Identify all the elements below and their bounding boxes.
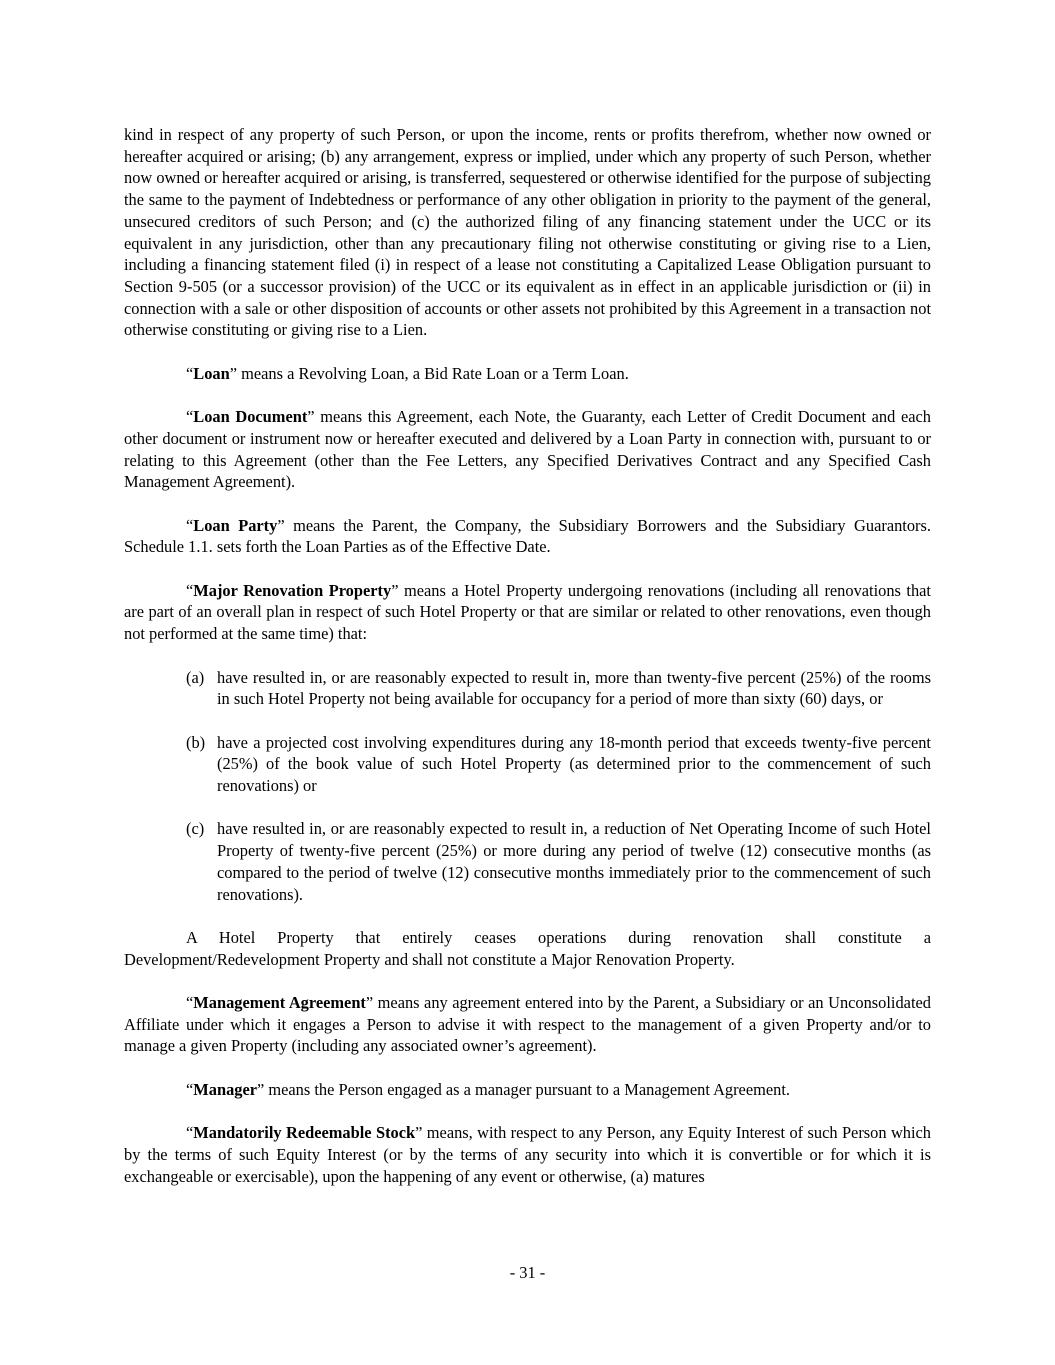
list-item-c xyxy=(186,818,931,905)
definition-major-renovation-property xyxy=(124,580,931,645)
open-quote: “ xyxy=(186,1123,194,1143)
open-quote: “ xyxy=(186,992,194,1012)
open-quote: “ xyxy=(186,580,194,600)
list-marker: (a) xyxy=(186,667,205,687)
list-marker: (c) xyxy=(186,819,205,839)
defined-term-loan: Loan xyxy=(193,363,230,383)
definition-text: ” means the Parent, the Company, the Subsidiary Borrowers and the Subsidiary Guarantors. Schedule 1.1. sets forth the Loan Parties as of the Effective Date. xyxy=(124,515,931,557)
definition-management-agreement xyxy=(124,992,931,1057)
definition-loan xyxy=(124,363,931,385)
hotel-ceases-operations-paragraph: A Hotel Property that entirely ceases operations during renovation shall constitute a Development/Redevelopment Property and shall not constitute a Major Renovation Property. xyxy=(124,927,931,969)
defined-term-loan-document: Loan Document xyxy=(193,407,308,427)
definition-text: ” means this Agreement, each Note, the Guaranty, each Letter of Credit Document and each other document or instrument now or hereafter executed and delivered by a Loan Party in connection with, pursuant to or relating to this Agreement (other than the Fee Letters, any Specified Derivatives Contract and any Specified Cash Management Agreement). xyxy=(124,407,931,492)
list-item-b xyxy=(186,732,931,797)
document-body xyxy=(124,124,931,1209)
definition-text: ” means any agreement entered into by the Parent, a Subsidiary or an Unconsolidated Affiliate under which it engages a Person to advise it with respect to the management of a given Property and/or to manage a given Property (including any associated owner’s agreement). xyxy=(124,992,931,1056)
open-quote: “ xyxy=(186,1079,194,1099)
list-marker: (b) xyxy=(186,732,206,752)
defined-term-management-agreement: Management Agreement xyxy=(193,992,366,1012)
defined-term-loan-party: Loan Party xyxy=(193,515,278,535)
defined-term-major-renovation-property: Major Renovation Property xyxy=(193,580,392,600)
defined-term-manager: Manager xyxy=(193,1079,258,1099)
open-quote: “ xyxy=(186,407,194,427)
page-number: - 31 - xyxy=(509,1263,546,1282)
definition-text: ” means, with respect to any Person, any Equity Interest of such Person which by the terms of such Equity Interest (or by the terms of any security into which it is convertible or for which it is exchangeable or exercisable), upon the happening of any event or otherwise, (a) matures xyxy=(124,1123,932,1186)
definition-text: ” means the Person engaged as a manager pursuant to a Management Agreement. xyxy=(257,1079,790,1099)
list-item-a xyxy=(186,667,931,710)
definition-text: ” means a Hotel Property undergoing renovations (including all renovations that are part of an overall plan in respect of such Hotel Property or that are similar or related to other renovations, even though not performed at the same time) that: xyxy=(124,580,931,644)
defined-term-mandatorily-redeemable-stock: Mandatorily Redeemable Stock xyxy=(193,1123,416,1143)
list-item-text: have resulted in, or are reasonably expected to result in, a reduction of Net Operating Income of such Hotel Property of twenty-five percent (25%) or more during any period of twelve (12) consecutive months (as compared to the period of twelve (12) consecutive months immediately prior to the commencement of such renovations). xyxy=(217,819,931,904)
definition-text: ” means a Revolving Loan, a Bid Rate Loan or a Term Loan. xyxy=(229,363,629,383)
lien-definition-continued: kind in respect of any property of such Person, or upon the income, rents or profits therefrom, whether now owned or hereafter acquired or arising; (b) any arrangement, express or implied, under which any property of such Person, whether now owned or hereafter acquired or arising, is transferred, sequestered or otherwise identified for the purpose of subjecting the same to the payment of Indebtedness or performance of any other obligation in priority to the payment of the general, unsecured creditors of such Person; and (c) the authorized filing of any financing statement under the UCC or its equivalent in any jurisdiction, other than any precautionary filing not otherwise constituting or giving rise to a Lien, including a financing statement filed (i) in respect of a lease not constituting a Capitalized Lease Obligation pursuant to Section 9-505 (or a successor provision) of the UCC or its equivalent as in effect in an applicable jurisdiction or (ii) in connection with a sale or other disposition of accounts or other assets not prohibited by this Agreement in a transaction not otherwise constituting or giving rise to a Lien. xyxy=(124,125,931,340)
list-item-text: have resulted in, or are reasonably expected to result in, more than twenty-five percent (25%) of the rooms in such Hotel Property not being available for occupancy for a period of more than sixty (60) days, or xyxy=(217,667,931,709)
definition-loan-document xyxy=(124,406,931,493)
open-quote: “ xyxy=(186,515,194,535)
definition-mandatorily-redeemable-stock xyxy=(124,1122,931,1187)
definition-loan-party xyxy=(124,515,931,558)
open-quote: “ xyxy=(186,363,194,383)
list-item-text: have a projected cost involving expenditures during any 18-month period that exceeds twenty-five percent (25%) of the book value of such Hotel Property (as determined prior to the commencement of such renovations) or xyxy=(217,732,931,795)
definition-manager xyxy=(124,1079,931,1101)
